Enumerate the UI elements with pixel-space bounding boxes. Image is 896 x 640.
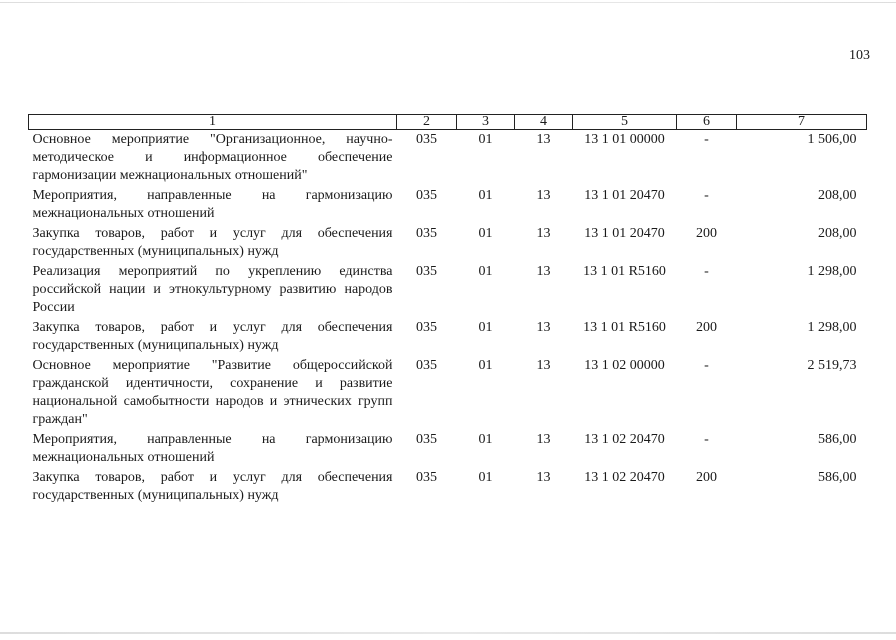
expense-name: Мероприятия, направленные на гармонизацию межнациональных отношений xyxy=(32,432,393,465)
amount: 1 298,00 xyxy=(807,320,857,335)
expense-name: Мероприятия, направленные на гармонизацию межнациональных отношений xyxy=(32,188,393,221)
amount: 208,00 xyxy=(818,188,857,203)
table-row xyxy=(29,225,867,263)
column-header: 5 xyxy=(573,115,677,130)
expense-name: Закупка товаров, работ и услуг для обеспечения государственных (муниципальных) нужд xyxy=(32,226,393,259)
amount: 208,00 xyxy=(818,226,857,241)
expense-name: Закупка товаров, работ и услуг для обеспечения государственных (муниципальных) нужд xyxy=(32,470,393,503)
expense-type-code: - xyxy=(704,264,709,279)
table-row xyxy=(29,469,867,507)
expense-name: Реализация мероприятий по укреплению единства российской нации и этнокультурному развитию народов России xyxy=(32,264,393,315)
table-row xyxy=(29,263,867,319)
table-row xyxy=(29,187,867,225)
section-code: 01 xyxy=(478,264,493,279)
ministry-code: 035 xyxy=(416,264,437,279)
ministry-code: 035 xyxy=(416,320,437,335)
ministry-code: 035 xyxy=(416,226,437,241)
column-header: 3 xyxy=(457,115,515,130)
page-number: 103 xyxy=(849,48,870,63)
expense-type-code: 200 xyxy=(696,470,717,485)
ministry-code: 035 xyxy=(416,132,437,147)
section-code: 01 xyxy=(478,320,493,335)
expense-type-code: - xyxy=(704,358,709,373)
expense-name: Основное мероприятие "Развитие общероссийской гражданской идентичности, сохранение и развитие национальной самобытности народов и этнических групп граждан" xyxy=(32,358,393,427)
subsection-code: 13 xyxy=(536,358,551,373)
amount: 2 519,73 xyxy=(807,358,857,373)
target-article-code: 13 1 02 20470 xyxy=(584,470,665,485)
expense-type-code: - xyxy=(704,188,709,203)
target-article-code: 13 1 01 20470 xyxy=(584,188,665,203)
scan-bottom-edge xyxy=(0,632,896,634)
ministry-code: 035 xyxy=(416,432,437,447)
subsection-code: 13 xyxy=(536,470,551,485)
expense-type-code: - xyxy=(704,432,709,447)
subsection-code: 13 xyxy=(536,132,551,147)
section-code: 01 xyxy=(478,132,493,147)
expense-name: Закупка товаров, работ и услуг для обеспечения государственных (муниципальных) нужд xyxy=(32,320,393,353)
table-row xyxy=(29,319,867,357)
ministry-code: 035 xyxy=(416,470,437,485)
table-header-row xyxy=(29,115,867,130)
section-code: 01 xyxy=(478,188,493,203)
section-code: 01 xyxy=(478,432,493,447)
section-code: 01 xyxy=(478,358,493,373)
column-header: 1 xyxy=(29,115,397,130)
amount: 1 506,00 xyxy=(807,132,857,147)
subsection-code: 13 xyxy=(536,188,551,203)
expense-type-code: 200 xyxy=(696,320,717,335)
ministry-code: 035 xyxy=(416,188,437,203)
expense-name: Основное мероприятие "Организационное, научно-методическое и информационное обеспечение гармонизации межнациональных отношений" xyxy=(32,132,393,183)
target-article-code: 13 1 01 R5160 xyxy=(583,320,666,335)
amount: 586,00 xyxy=(818,470,857,485)
column-header: 7 xyxy=(737,115,867,130)
target-article-code: 13 1 01 R5160 xyxy=(583,264,666,279)
scan-top-edge xyxy=(0,2,896,3)
expense-type-code: 200 xyxy=(696,226,717,241)
section-code: 01 xyxy=(478,470,493,485)
column-header: 4 xyxy=(515,115,573,130)
subsection-code: 13 xyxy=(536,264,551,279)
target-article-code: 13 1 02 20470 xyxy=(584,432,665,447)
section-code: 01 xyxy=(478,226,493,241)
column-header: 2 xyxy=(397,115,457,130)
subsection-code: 13 xyxy=(536,226,551,241)
target-article-code: 13 1 01 00000 xyxy=(584,132,665,147)
subsection-code: 13 xyxy=(536,432,551,447)
table-row xyxy=(29,431,867,469)
budget-table xyxy=(28,114,867,507)
amount: 586,00 xyxy=(818,432,857,447)
subsection-code: 13 xyxy=(536,320,551,335)
expense-type-code: - xyxy=(704,132,709,147)
table-row xyxy=(29,357,867,431)
column-header: 6 xyxy=(677,115,737,130)
table-row xyxy=(29,130,867,188)
ministry-code: 035 xyxy=(416,358,437,373)
amount: 1 298,00 xyxy=(807,264,857,279)
target-article-code: 13 1 01 20470 xyxy=(584,226,665,241)
target-article-code: 13 1 02 00000 xyxy=(584,358,665,373)
